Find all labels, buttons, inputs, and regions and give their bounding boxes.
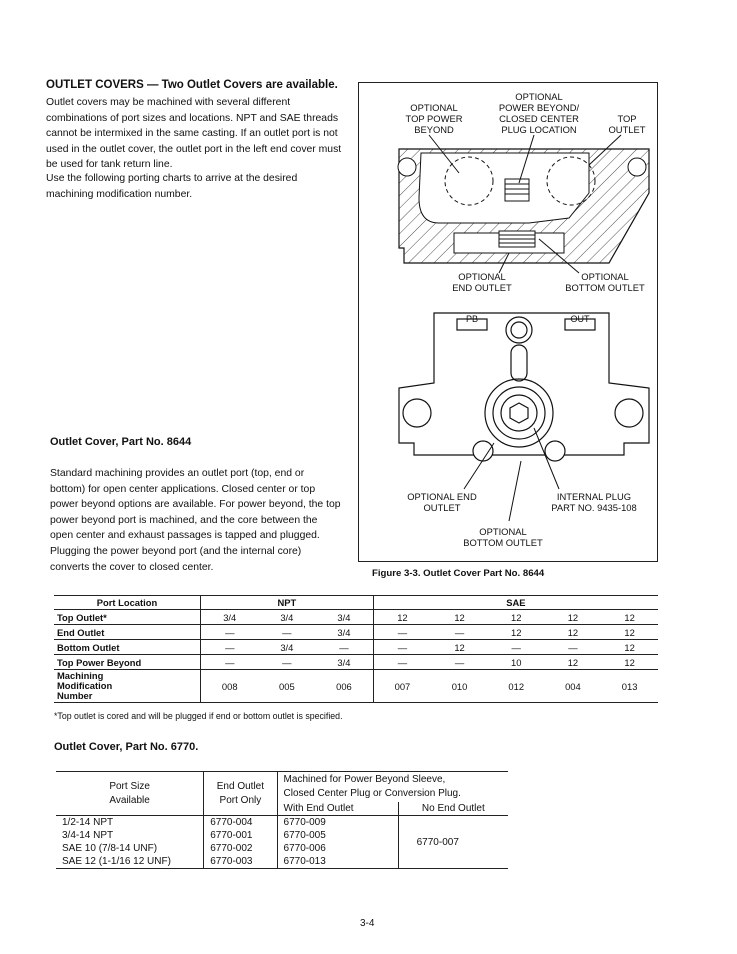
- figure-caption: Figure 3-3. Outlet Cover Part No. 8644: [372, 568, 545, 579]
- no-end-outlet-value: 6770-007: [416, 836, 459, 848]
- col-sae: SAE: [506, 597, 526, 608]
- table-row: Top Outlet* 3/4 3/4 3/4 12 12 12 12 12: [54, 610, 658, 625]
- figure-box: [358, 82, 658, 562]
- table-row-mmn: Machining Modification Number 008 005 006 007 010 012 004 013: [54, 670, 658, 703]
- label-optional-bottom-outlet: OPTIONAL BOTTOM OUTLET: [565, 271, 645, 293]
- intro-paragraph: Outlet covers may be machined with several different combinations of port sizes and locations. NPT and SAE threads cannot be intermixed in the same casting. If an outlet port is not used in the outlet cover, the outlet port in the left end cover must be used for tank return line.: [46, 97, 342, 171]
- label-lower-bottom-outlet: OPTIONAL BOTTOM OUTLET: [463, 526, 543, 548]
- col-with-end-outlet: With End Outlet: [277, 802, 398, 816]
- table-row: SAE 10 (7/8-14 UNF) 6770-002 6770-006: [56, 842, 508, 855]
- label-optional-end-outlet: OPTIONAL END OUTLET: [452, 271, 512, 293]
- table-row: Bottom Outlet — 3/4 — — 12 — — 12: [54, 640, 658, 655]
- section-heading: OUTLET COVERS — Two Outlet Covers are available.: [46, 79, 338, 91]
- col-no-end-outlet: No End Outlet: [421, 803, 485, 814]
- label-internal-plug: INTERNAL PLUG PART NO. 9435-108: [551, 491, 637, 513]
- col-end-outlet: End Outlet Port Only: [204, 772, 277, 816]
- porting-table-6770: [56, 771, 508, 869]
- col-machined: Machined for Power Beyond Sleeve, Closed Center Plug or Conversion Plug.: [283, 774, 461, 799]
- pb-port-label: PB: [465, 314, 478, 324]
- col-npt: NPT: [201, 596, 374, 610]
- table-row: 1/2-14 NPT 6770-004 6770-009 6770-007: [56, 816, 508, 830]
- subsection-heading-6770: Outlet Cover, Part No. 6770.: [54, 741, 199, 753]
- col-port-size: Port Size Available: [56, 772, 204, 816]
- col-port-location: Port Location: [54, 596, 201, 610]
- table-row: Top Power Beyond — — 3/4 — — 10 12 12: [54, 655, 658, 670]
- intro-paragraph-2: Use the following porting charts to arrive at the desired machining modification number.: [46, 173, 298, 200]
- table-row: End Outlet — — 3/4 — — 12 12 12: [54, 625, 658, 640]
- label-top-outlet: TOP OUTLET: [608, 113, 646, 135]
- label-lower-end-outlet: OPTIONAL END OUTLET: [407, 491, 477, 513]
- subsection-heading: Outlet Cover, Part No. 8644: [50, 436, 192, 448]
- outlet-cover-section-drawing: [359, 83, 657, 561]
- table-footnote: *Top outlet is cored and will be plugged if end or bottom outlet is specified.: [54, 711, 343, 721]
- porting-table-8644: [54, 595, 658, 703]
- mmn-label: Machining Modification Number: [54, 670, 201, 703]
- label-top-power-beyond: OPTIONAL TOP POWER BEYOND: [405, 102, 463, 135]
- table-row: SAE 12 (1-1/16 12 UNF) 6770-003 6770-013: [56, 855, 508, 869]
- out-port-label: OUT: [570, 314, 590, 324]
- label-power-beyond-plug: OPTIONAL POWER BEYOND/ CLOSED CENTER PLUG LOCATION: [498, 91, 580, 135]
- table-row: 3/4-14 NPT 6770-001 6770-005: [56, 829, 508, 842]
- description-paragraph: Standard machining provides an outlet port (top, end or bottom) for open center applications. Closed center or top power beyond options are available. For power beyond, the top power beyond port is machined, and the core between the open center and exhaust passages is tapped and plugged. Plugging the power beyond port (and the internal core) converts the cover to closed center.: [50, 468, 341, 573]
- page-number: 3-4: [360, 918, 375, 929]
